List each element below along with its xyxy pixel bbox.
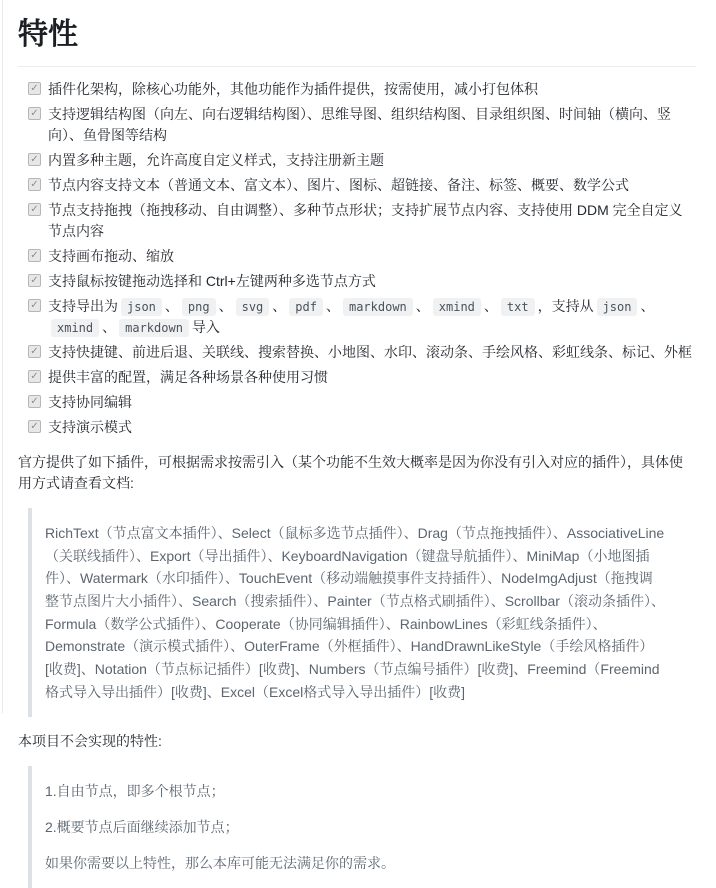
inline-code: png [182, 298, 216, 316]
plugins-intro: 官方提供了如下插件，可根据需求按需引入（某个功能不生效大概率是因为你没有引入对应的插件），具体使用方式请查看文档: [18, 454, 683, 491]
plugins-quote [28, 508, 676, 717]
readme-content [2, 0, 716, 871]
feature-item [28, 175, 696, 196]
feature-item [28, 271, 696, 292]
inline-code: markdown [343, 298, 413, 316]
checked-checkbox-icon: ✓ [28, 370, 41, 383]
feature-item [28, 200, 696, 242]
quote-line: 如果你需要以上特性，那么本库可能无法满足你的需求。 [45, 854, 395, 871]
checked-checkbox-icon: ✓ [28, 107, 41, 120]
feature-text: 节点支持拖拽（拖拽移动、自由调整）、多种节点形状；支持扩展节点内容、支持使用 DDM 完全自定义节点内容 [48, 202, 683, 239]
feature-text: 支持画布拖动、缩放 [48, 248, 174, 264]
quote-line: 1.自由节点，即多个根节点； [45, 783, 225, 800]
checked-checkbox-icon: ✓ [28, 420, 41, 433]
page-title: 特性 [18, 12, 696, 67]
feature-text: 提供丰富的配置，满足各种场景各种使用习惯 [48, 369, 328, 385]
feature-item [28, 417, 696, 438]
feature-item [28, 104, 696, 146]
inline-code: markdown [119, 319, 189, 337]
inline-code: xmind [433, 298, 481, 316]
inline-code: pdf [289, 298, 323, 316]
plugins-quote-text: RichText（节点富文本插件）、Select（鼠标多选节点插件）、Drag（节点拖拽插件）、AssociativeLine（关联线插件）、Export（导出插件）、KeyboardNavigation（键盘导航插件）、MiniMap（小地图插件）、Watermark（水印插件）、TouchEvent（移动端触摸事件支持插件）、NodeImgAdjust（拖拽调整节点图片大小插件）、Search（搜索插件）、Painter（节点格式刷插件）、Scrollbar（滚动条插件）、Formula（数学公式插件）、Cooperate（协同编辑插件）、RainbowLines（彩虹线条插件）、Demonstrate（演示模式插件）、OuterFrame（外框插件）、HandDrawnLikeStyle（手绘风格插件）[收费]、Notation（节点标记插件）[收费]、Numbers（节点编号插件）[收费]、Freemind（Freemind格式导入导出插件）[收费]、Excel（Excel格式导入导出插件）[收费] [45, 525, 665, 700]
checked-checkbox-icon: ✓ [28, 299, 41, 312]
feature-text: 插件化架构，除核心功能外，其他功能作为插件提供，按需使用，减小打包体积 [48, 81, 538, 97]
checked-checkbox-icon: ✓ [28, 178, 41, 191]
checked-checkbox-icon: ✓ [28, 395, 41, 408]
inline-code: json [597, 298, 638, 316]
feature-item [28, 246, 696, 267]
inline-code: svg [236, 298, 270, 316]
feature-item [28, 296, 696, 338]
inline-code: xmind [51, 319, 99, 337]
checked-checkbox-icon: ✓ [28, 345, 41, 358]
checked-checkbox-icon: ✓ [28, 153, 41, 166]
feature-item [28, 342, 696, 363]
feature-item [28, 79, 696, 100]
feature-text: 支持逻辑结构图（向左、向右逻辑结构图）、思维导图、组织结构图、目录组织图、时间轴（横向、竖向）、鱼骨图等结构 [48, 106, 671, 143]
feature-text: 支持协同编辑 [48, 394, 132, 410]
feature-item [28, 367, 696, 388]
checked-checkbox-icon: ✓ [28, 274, 41, 287]
feature-text: 支持演示模式 [48, 419, 132, 435]
feature-item [28, 392, 696, 413]
quote-line: 2.概要节点后面继续添加节点； [45, 819, 239, 836]
checked-checkbox-icon: ✓ [28, 82, 41, 95]
feature-text: 支持导出为 json 、 png 、 svg 、 pdf 、 markdown 、 xmind 、 txt ，支持从 json 、xmind 、 markdown 导入 [48, 298, 655, 335]
not-implemented-title: 本项目不会实现的特性: [18, 733, 162, 750]
feature-list [18, 79, 696, 438]
checked-checkbox-icon: ✓ [28, 249, 41, 262]
feature-text: 支持鼠标按键拖动选择和 Ctrl+左键两种多选节点方式 [48, 273, 376, 289]
not-implemented-quote [28, 766, 676, 888]
feature-text: 支持快捷键、前进后退、关联线、搜索替换、小地图、水印、滚动条、手绘风格、彩虹线条、标记、外框 [48, 344, 692, 360]
inline-code: txt [501, 298, 535, 316]
feature-text: 内置多种主题，允许高度自定义样式，支持注册新主题 [48, 152, 384, 168]
inline-code: json [121, 298, 162, 316]
feature-text: 节点内容支持文本（普通文本、富文本）、图片、图标、超链接、备注、标签、概要、数学公式 [48, 177, 629, 193]
feature-item [28, 150, 696, 171]
checked-checkbox-icon: ✓ [28, 203, 41, 216]
